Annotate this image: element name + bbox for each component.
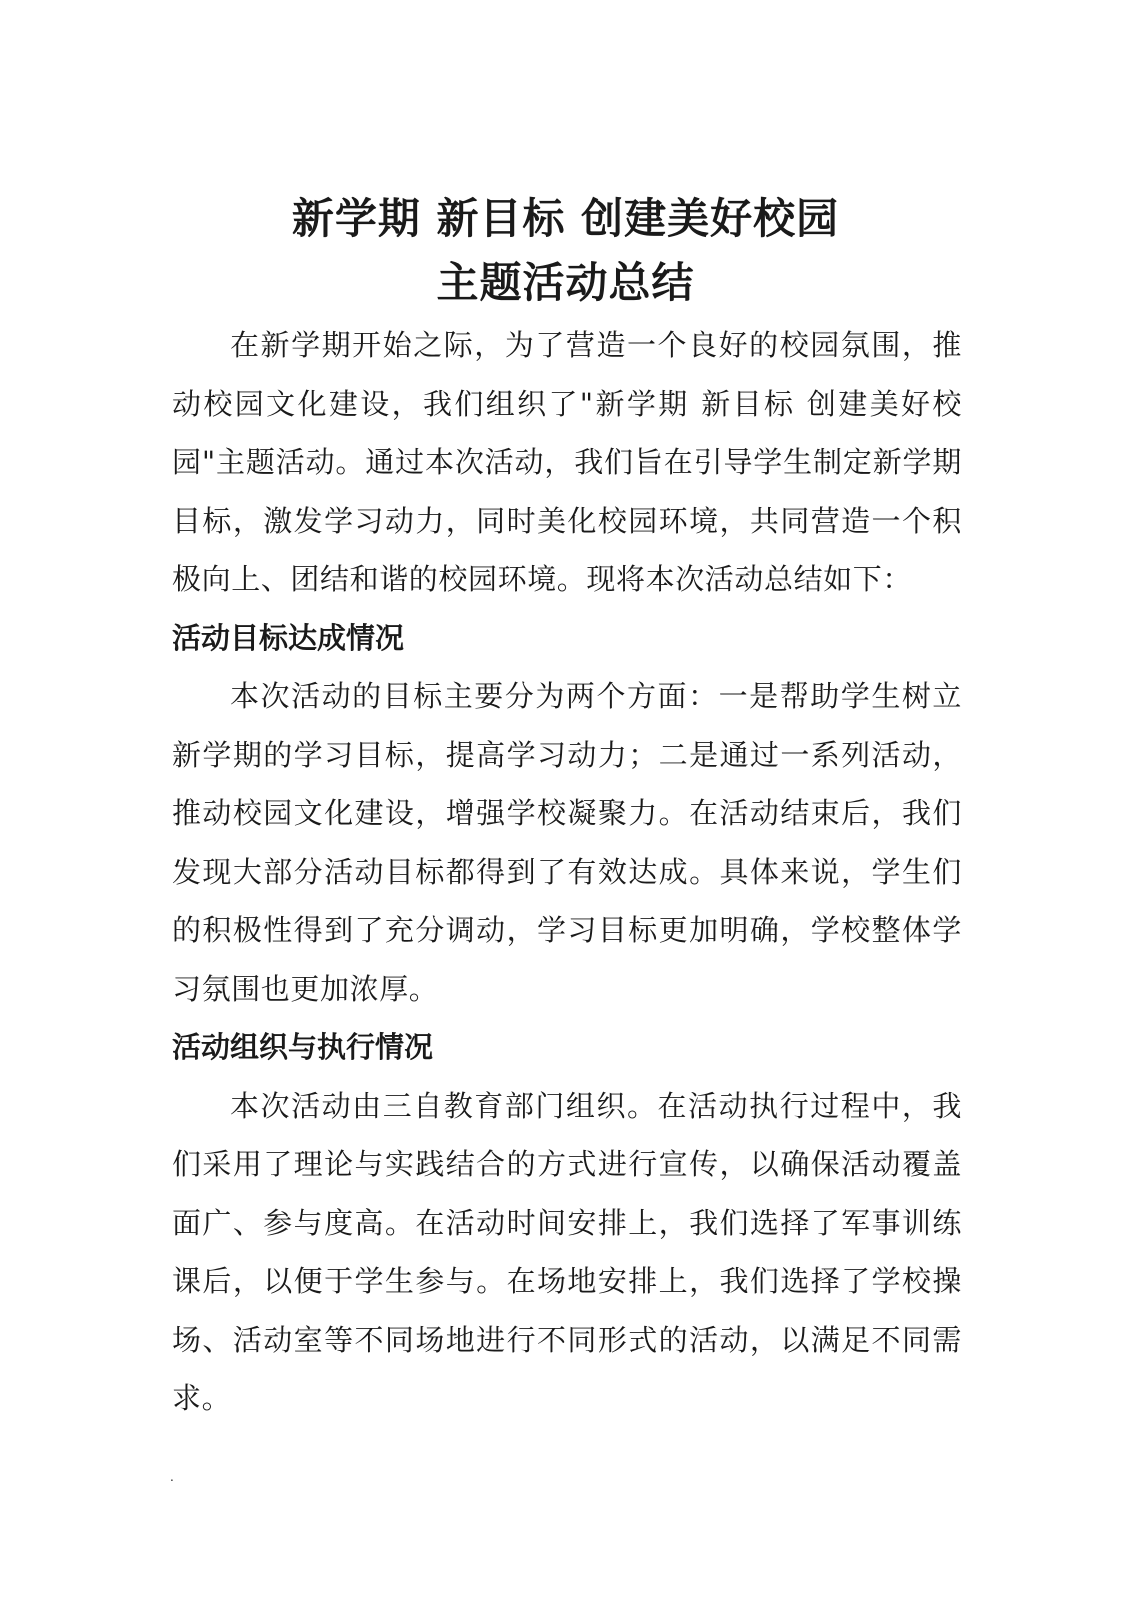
- footer-mark: .: [170, 1470, 174, 1484]
- document-title-line-1: 新学期 新目标 创建美好校园: [291, 194, 840, 243]
- document-body: [172, 316, 962, 1428]
- document-title-line-2: 主题活动总结: [436, 258, 695, 307]
- intro-paragraph: 在新学期开始之际，为了营造一个良好的校园氛围，推动校园文化建设，我们组织了"新学期 新目标 创建美好校园"主题活动。通过本次活动，我们旨在引导学生制定新学期目标，激发学习动力，同时美化校园环境，共同营造一个积极向上、团结和谐的校园环境。现将本次活动总结如下：: [172, 328, 962, 596]
- section-heading-organization: 活动组织与执行情况: [172, 1030, 434, 1064]
- section-heading-goals: 活动目标达成情况: [172, 620, 405, 655]
- section-body-goals: 本次活动的目标主要分为两个方面：一是帮助学生树立新学期的学习目标，提高学习动力；二是通过一系列活动，推动校园文化建设，增强学校凝聚力。在活动结束后，我们发现大部分活动目标都得到了有效达成。具体来说，学生们的积极性得到了充分调动，学习目标更加明确，学校整体学习氛围也更加浓厚。: [172, 679, 962, 1006]
- section-body-organization: 本次活动由三自教育部门组织。在活动执行过程中，我们采用了理论与实践结合的方式进行宣传，以确保活动覆盖面广、参与度高。在活动时间安排上，我们选择了军事训练课后，以便于学生参与。在场地安排上，我们选择了学校操场、活动室等不同场地进行不同形式的活动，以满足不同需求。: [172, 1088, 962, 1415]
